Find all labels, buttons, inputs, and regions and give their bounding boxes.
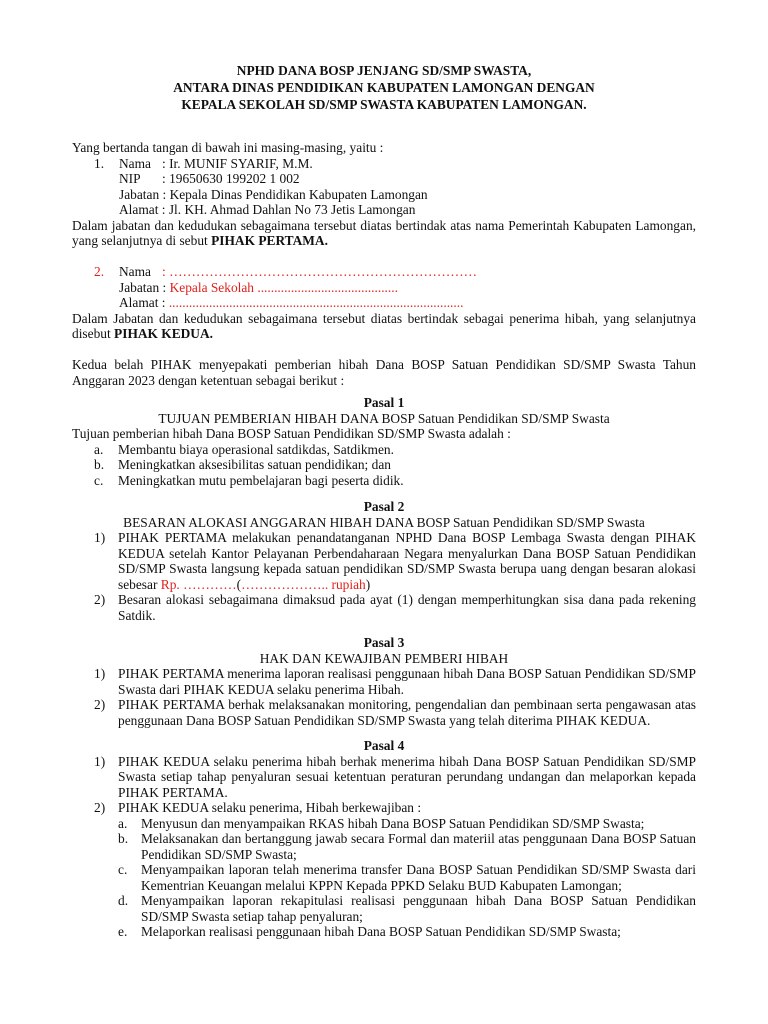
party1-nip-row [72,171,696,187]
party2-description: Dalam Jabatan dan kedudukan sebagaimana tersebut diatas bertindak sebagai penerima hibah, yang selanjutnya disebut PIHAK KEDUA. [72,310,696,341]
party1-description: Dalam jabatan dan kedudukan sebagaimana tersebut diatas bertindak atas nama Pemerintah Kabupaten Lamongan, yang selanjutnya di sebut PIHAK PERTAMA. [72,217,696,248]
title-line-3: KEPALA SEKOLAH SD/SMP SWASTA KABUPATEN LAMONGAN. [181,97,587,112]
party1-number: 1. [94,155,105,171]
list-item: 2) PIHAK KEDUA selaku penerima, Hibah berkewajiban : [94,800,422,815]
title-line-2: ANTARA DINAS PENDIDIKAN KABUPATEN LAMONGAN DENGAN [173,80,595,95]
party1-jabatan: Jabatan : Kepala Dinas Pendidikan Kabupaten Lamongan [119,186,428,202]
pasal-1-section [72,395,696,488]
list-item: 1) PIHAK PERTAMA melakukan penandatanganan NPHD Dana BOSP Lembaga Swasta dengan PIHAK KEDUA setelah Kantor Pelayanan Perbendaharaan Negara menyalurkan Dana BOSP Satuan Pendidikan SD/SMP Swasta langsung kepada satuan pendidikan SD/SMP Swasta berupa uang dengan besaran alokasi sebesar Rp. …………(……………….. rupiah) [94,530,696,592]
rupiah-words-placeholder: ……………….. rupiah [241,576,366,592]
list-item: 2) PIHAK PERTAMA berhak melaksanakan monitoring, pengendalian dan pembinaan serta pengawasan atas penggunaan Dana BOSP Satuan Pendidikan SD/SMP Swasta yang telah diterima PIHAK KEDUA. [94,697,696,728]
party2-alamat-row [72,295,696,311]
list-item: b. Meningkatkan aksesibilitas satuan pendidikan; dan [94,457,391,472]
party1-nip-value: : 19650630 199202 1 002 [162,171,300,186]
document-title [0,62,768,113]
party1-nip-label: NIP [119,171,141,186]
pasal-1-heading: Pasal 1 [363,395,405,410]
party2-nama-value: : …………………………………………………………… [162,264,478,279]
party1-nama-value: : Ir. MUNIF SYARIF, M.M. [162,155,313,171]
sub-list-item: a. Menyusun dan menyampaikan RKAS hibah Dana BOSP Satuan Pendidikan SD/SMP Swasta; [118,815,645,831]
pasal-4-section [72,738,696,940]
sub-list-item: e. Melaporkan realisasi penggunaan hibah Dana BOSP Satuan Pendidikan SD/SMP Swasta; [118,924,621,939]
pasal-3-subheading: HAK DAN KEWAJIBAN PEMBERI HIBAH [259,650,509,666]
sub-list-item: b. Melaksanakan dan bertanggung jawab secara Formal dan materiil atas penggunaan Dana BOSP Satuan Pendidikan SD/SMP Swasta; [118,831,696,862]
pasal-3-heading: Pasal 3 [363,635,405,650]
pasal-2-section [72,499,696,623]
list-item: 1) PIHAK PERTAMA menerima laporan realisasi penggunaan hibah Dana BOSP Satuan Pendidikan SD/SMP Swasta dari PIHAK KEDUA selaku penerima Hibah. [94,666,696,697]
pasal-2-heading: Pasal 2 [363,499,405,514]
party1-alamat: Alamat : Jl. KH. Ahmad Dahlan No 73 Jetis Lamongan [119,202,416,217]
party2-alamat-label: Alamat : [119,295,166,310]
parties-section [72,140,696,388]
pasal-1-subheading: TUJUAN PEMBERIAN HIBAH DANA BOSP Satuan Pendidikan SD/SMP Swasta [158,410,610,426]
party2-jabatan-value: Kepala Sekolah [169,279,254,295]
rp-amount-placeholder: Rp. ………… [160,576,237,592]
pasal-4-heading: Pasal 4 [363,738,405,753]
pasal-3-section [72,635,696,728]
party2-jabatan-row [72,280,696,296]
agreement-text: Kedua belah PIHAK menyepakati pemberian hibah Dana BOSP Satuan Pendidikan SD/SMP Swasta Tahun Anggaran 2023 dengan ketentuan sebagai berikut : [72,357,696,388]
pasal-1-lead: Tujuan pemberian hibah Dana BOSP Satuan Pendidikan SD/SMP Swasta adalah : [72,426,511,441]
pihak-kedua-label: PIHAK KEDUA. [114,326,213,341]
list-item: a. Membantu biaya operasional satdikdas, Satdikmen. [94,441,394,457]
list-item: c. Meningkatkan mutu pembelajaran bagi peserta didik. [94,472,404,488]
title-line-1: NPHD DANA BOSP JENJANG SD/SMP SWASTA, [236,63,532,78]
party2-alamat-dots: ........................................................................................ [165,295,464,310]
intro-text: Yang bertanda tangan di bawah ini masing-masing, yaitu : [72,140,384,155]
party2-nama-row [72,264,696,280]
list-item: 1) PIHAK KEDUA selaku penerima hibah berhak menerima hibah Dana BOSP Satuan Pendidikan SD/SMP Swasta setiap tahap penyaluran sesuai ketentuan peraturan perundang undangan dan melaporkan kepada PIHAK PERTAMA. [94,753,696,800]
list-item: 2) Besaran alokasi sebagaimana dimaksud pada ayat (1) dengan memperhitungkan sisa dana pada rekening Satdik. [94,592,696,623]
party2-jabatan-label: Jabatan : [119,279,167,295]
pasal-2-subheading: BESARAN ALOKASI ANGGARAN HIBAH DANA BOSP Satuan Pendidikan SD/SMP Swasta [123,514,645,530]
party1-nama-row [72,156,696,172]
sub-list-item: d. Menyampaikan laporan rekapitulasi realisasi penggunaan hibah Dana BOSP Satuan Pendidikan SD/SMP Swasta setiap tahap penyaluran; [118,893,696,924]
pihak-pertama-label: PIHAK PERTAMA. [211,233,328,248]
party2-jabatan-dots: .......................................... [254,279,398,295]
party2-number: 2. [94,264,105,279]
party1-nama-label: Nama [119,155,151,171]
party2-nama-label: Nama [119,264,151,279]
sub-list-item: c. Menyampaikan laporan telah menerima transfer Dana BOSP Satuan Pendidikan SD/SMP Swasta dari Kementrian Keuangan melalui KPPN Kepada PPKD Selaku BUD Kabupaten Lamongan; [118,862,696,893]
